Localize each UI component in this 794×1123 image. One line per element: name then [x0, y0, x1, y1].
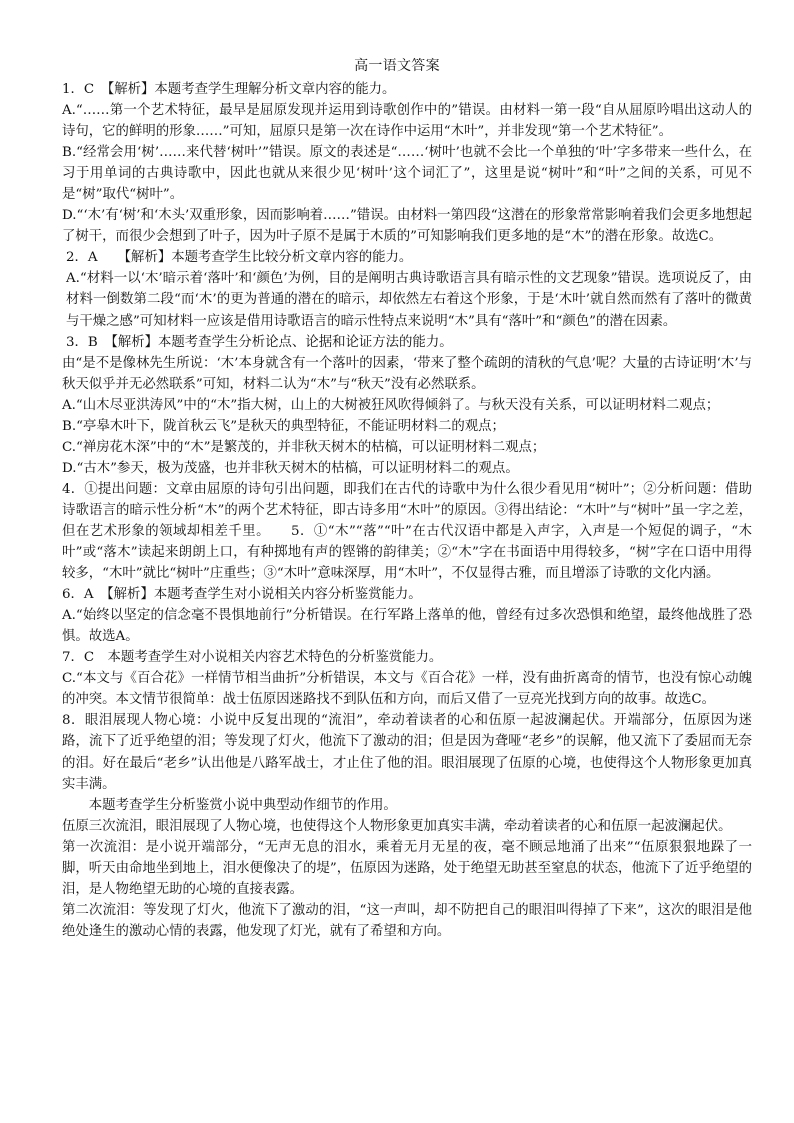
answer-3-header: 3．B 【解析】本题考查学生分析论点、论据和论证方法的能力。 [66, 334, 453, 350]
answer-2-option-a: A.“材料一以‘木’暗示着‘落叶’和‘颜色’为例，目的是阐明古典诗歌语言具有暗示性的文艺现象”错误。选项说反了，由材料一倒数第二段“而‘木’的更为普通的潜在的暗示，却依然左右着这个形象，于是‘木叶’就自然而然有了落叶的微黄与干燥之感”可知材料一应该是借用诗歌语言的暗示性特点来说明“木”具有“落叶”和“颜色”的潜在因素。 [66, 271, 752, 329]
answer-4-5: 4．①提出问题：文章由屈原的诗句引出问题，即我们在古代的诗歌中为什么很少看见用“树叶”；②分析问题：借助诗歌语言的暗示性分析“木”的两个艺术特征，即古诗多用“木叶”的原因。③得出结论：“木叶”与“树叶”虽一字之差，但在艺术形象的领域却相差千里。 5．①“木”“落”“叶”在古代汉语中都是入声字，入声是一个短促的调子，“木叶”或“落木”读起来朗朗上口，有种掷地有声的铿锵的韵律美；②“木”字在书面语中用得较多，“树”字在口语中用得较多，“木叶”就比“树叶”庄重些；③“木叶”意味深厚，用“木叶”，不仅显得古雅，而且增添了诗歌的文化内涵。 [62, 481, 752, 582]
answer-8: 8．眼泪展现人物心境：小说中反复出现的“流泪”，牵动着读者的心和伍原一起波澜起伏。开端部分，伍原因为迷路，流下了近乎绝望的泪；等发现了灯火，他流下了激动的泪；但是因为聋哑“老乡”的误解，他又流下了委屈而无奈的泪。好在最后“老乡”认出他是八路军战士，才止住了他的泪。眼泪展现了伍原的心境，也使得这个人物形象更加真实丰满。 [62, 713, 752, 792]
answer-3-explanation: 由“是不是像林先生所说：‘木’本身就含有一个落叶的因素，‘带来了整个疏朗的清秋的气息’呢？大量的古诗证明‘木’与秋天似乎并无必然联系”可知，材料二认为“木”与“秋天”没有必然联系。 [62, 355, 752, 392]
answer-1-option-d: D.“‘木’有‘树’和‘木头’双重形象，因而影响着……”错误。由材料一第四段“这潜在的形象常常影响着我们会更多地想起了树干，而很少会想到了叶子，因为叶子原不是属于木质的”可知影响我们更多地的是“木”的潜在形象。故选C。 [62, 208, 752, 245]
answer-8-summary: 伍原三次流泪，眼泪展现了人物心境，也使得这个人物形象更加真实丰满，牵动着读者的心和伍原一起波澜起伏。 [62, 818, 732, 834]
answer-7-header: 7．C 本题考查学生对小说相关内容艺术特色的分析鉴赏能力。 [62, 650, 443, 666]
answer-6-header: 6．A 【解析】本题考查学生对小说相关内容分析鉴赏能力。 [62, 587, 422, 603]
answer-content [62, 79, 752, 942]
answer-8-second-tears: 第二次流泪：等发现了灯火，他流下了激动的泪，“这一声叫，却不防把自己的眼泪叫得掉了下来”，这次的眼泪是他绝处逢生的激动心情的表露，他发现了灯光，就有了希望和方向。 [62, 902, 752, 939]
answer-8-note: 本题考查学生分析鉴赏小说中典型动作细节的作用。 [88, 797, 397, 813]
answer-8-first-tears: 第一次流泪：是小说开端部分，“无声无息的泪水，乘着无月无星的夜，毫不顾忌地涌了出来”“伍原狠狠地跺了一脚，听天由命地坐到地上，泪水便像决了的堤”，伍原因为迷路，处于绝望无助甚至窒息的状态，他流下了近乎绝望的泪，是人物绝望无助的心境的直接表露。 [62, 839, 752, 897]
answer-1-option-b: B.“经常会用‘树’……来代替‘树叶’”错误。原文的表述是“……‘树叶’也就不会比一个单独的‘叶’字多带来一些什么，在习于用单词的古典诗歌中，因此也就从来很少见‘树叶’这个词汇了”，这里是说“树叶”和“叶”之间的关系，可见不是“树”取代“树叶”。 [62, 145, 752, 203]
answer-7-option-c: C.“本文与《百合花》一样情节相当曲折”分析错误，本文与《百合花》一样，没有曲折离奇的情节，也没有惊心动魄的冲突。本文情节很简单：战士伍原因迷路找不到队伍和方向，而后又借了一豆亮光找到方向的故事。故选C。 [62, 671, 752, 708]
answer-3-option-d: D.“古木”参天，极为茂盛，也并非秋天树木的枯槁，可以证明材料二的观点。 [62, 460, 519, 476]
answer-6-option-a: A.“始终以坚定的信念毫不畏惧地前行”分析错误。在行军路上落单的他，曾经有过多次恐惧和绝望，最终他战胜了恐惧。故选A。 [62, 608, 752, 645]
answer-3-option-b: B.“亭皋木叶下，陇首秋云飞”是秋天的典型特征，不能证明材料二的观点； [62, 418, 505, 434]
answer-1-option-a: A.“……第一个艺术特征，最早是屈原发现并运用到诗歌创作中的”错误。由材料一第一段“自从屈原吟唱出这动人的诗句，它的鲜明的形象……”可知，屈原只是第一次在诗作中运用“木叶”，并非发现“第一个艺术特征”。 [62, 103, 752, 140]
answer-2-header: 2．A 【解析】本题考查学生比较分析文章内容的能力。 [66, 250, 413, 266]
answer-3-option-a: A.“山木尽亚洪涛风”中的“木”指大树，山上的大树被狂风吹得倾斜了。与秋天没有关系，可以证明材料二观点； [62, 397, 720, 413]
answer-1-header: 1．C 【解析】本题考查学生理解分析文章内容的能力。 [62, 82, 396, 97]
answer-3-option-c: C.“禅房花木深”中的“木”是繁茂的，并非秋天树木的枯槁，可以证明材料二观点； [62, 439, 546, 455]
page-title: 高一语文答案 [354, 58, 440, 74]
